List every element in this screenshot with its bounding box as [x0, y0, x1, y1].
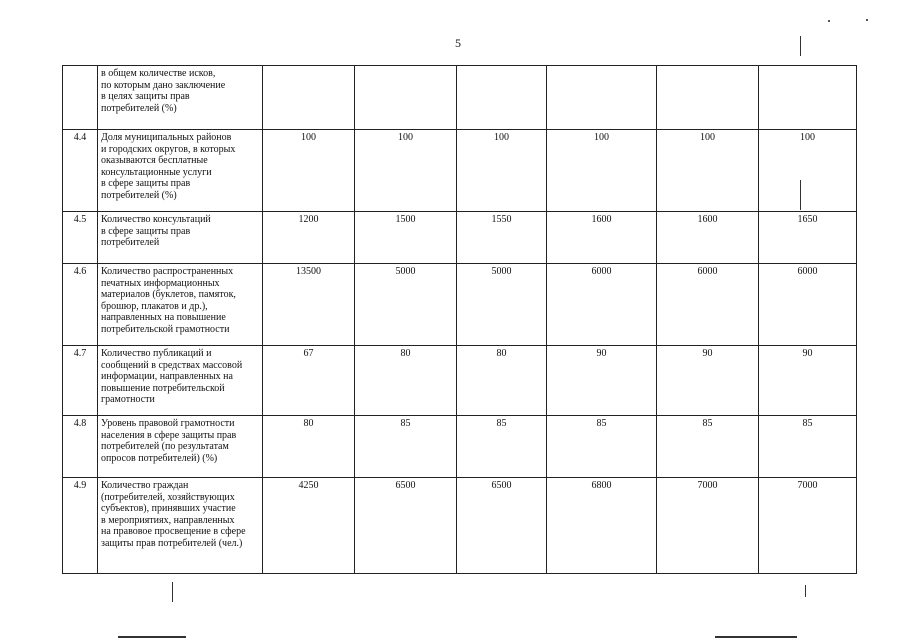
row-number	[63, 66, 98, 130]
bottom-line-left	[118, 636, 186, 638]
indicator-value: 6800	[547, 478, 657, 574]
indicator-value: 100	[657, 130, 759, 212]
indicator-value: 1500	[355, 212, 457, 264]
indicator-description: Количество публикаций и сообщений в средствах массовой информации, направленных на повышение потребительской грамотности	[98, 346, 263, 416]
table-row	[63, 346, 857, 416]
indicator-description: в общем количестве исков, по которым дано заключение в целях защиты прав потребителей (%)	[98, 66, 263, 130]
indicator-value: 6500	[355, 478, 457, 574]
table-row	[63, 66, 857, 130]
indicator-value: 5000	[355, 264, 457, 346]
indicator-value: 85	[759, 416, 857, 478]
indicator-value	[457, 66, 547, 130]
indicator-value: 1550	[457, 212, 547, 264]
page-number: 5	[455, 36, 461, 50]
row-number: 4.5	[63, 212, 98, 264]
indicator-value: 80	[457, 346, 547, 416]
indicator-value: 6000	[759, 264, 857, 346]
scan-dash-line	[800, 180, 801, 210]
indicator-value: 1650	[759, 212, 857, 264]
indicator-value: 7000	[657, 478, 759, 574]
table-row	[63, 264, 857, 346]
indicator-value: 7000	[759, 478, 857, 574]
indicator-description: Уровень правовой грамотности населения в сфере защиты прав потребителей (по результатам опросов потребителей) (%)	[98, 416, 263, 478]
indicator-value: 6500	[457, 478, 547, 574]
indicator-value: 80	[355, 346, 457, 416]
indicator-value: 1600	[547, 212, 657, 264]
indicator-value	[263, 66, 355, 130]
indicator-value: 100	[263, 130, 355, 212]
indicator-value: 4250	[263, 478, 355, 574]
indicators-table	[62, 65, 857, 574]
indicator-value: 100	[457, 130, 547, 212]
indicator-value	[759, 66, 857, 130]
row-number: 4.9	[63, 478, 98, 574]
indicator-value: 1600	[657, 212, 759, 264]
indicator-value: 100	[759, 130, 857, 212]
indicator-value: 1200	[263, 212, 355, 264]
row-number: 4.8	[63, 416, 98, 478]
bottom-line-right	[715, 636, 797, 638]
indicator-value: 80	[263, 416, 355, 478]
scan-dash-line	[800, 36, 801, 56]
row-number: 4.6	[63, 264, 98, 346]
indicator-description: Количество распространенных печатных информационных материалов (буклетов, памяток, брошюр, плакатов и др.), направленных на повышение потребительской грамотности	[98, 264, 263, 346]
indicator-value: 90	[547, 346, 657, 416]
indicator-value: 6000	[547, 264, 657, 346]
indicator-value: 100	[355, 130, 457, 212]
indicator-value: 85	[457, 416, 547, 478]
indicator-description: Количество консультаций в сфере защиты прав потребителей	[98, 212, 263, 264]
indicator-value: 67	[263, 346, 355, 416]
indicator-value: 85	[547, 416, 657, 478]
indicator-value: 6000	[657, 264, 759, 346]
indicator-value	[355, 66, 457, 130]
scan-speck	[828, 20, 830, 22]
scan-speck	[866, 19, 868, 21]
row-number: 4.7	[63, 346, 98, 416]
indicator-value: 100	[547, 130, 657, 212]
indicator-value: 85	[657, 416, 759, 478]
indicator-value: 5000	[457, 264, 547, 346]
table-row	[63, 478, 857, 574]
table-row	[63, 416, 857, 478]
indicator-value	[657, 66, 759, 130]
indicator-value: 90	[759, 346, 857, 416]
scan-dash-line	[805, 585, 806, 597]
row-number: 4.4	[63, 130, 98, 212]
indicator-value: 85	[355, 416, 457, 478]
indicator-value: 13500	[263, 264, 355, 346]
indicator-value	[547, 66, 657, 130]
scan-dash-line	[172, 582, 173, 602]
indicator-description: Количество граждан (потребителей, хозяйствующих субъектов), принявших участие в мероприятиях, направленных на правовое просвещение в сфере защиты прав потребителей (чел.)	[98, 478, 263, 574]
indicator-description: Доля муниципальных районов и городских округов, в которых оказываются бесплатные консультационные услуги в сфере защиты прав потребителей (%)	[98, 130, 263, 212]
table-row	[63, 212, 857, 264]
indicator-value: 90	[657, 346, 759, 416]
table-row	[63, 130, 857, 212]
